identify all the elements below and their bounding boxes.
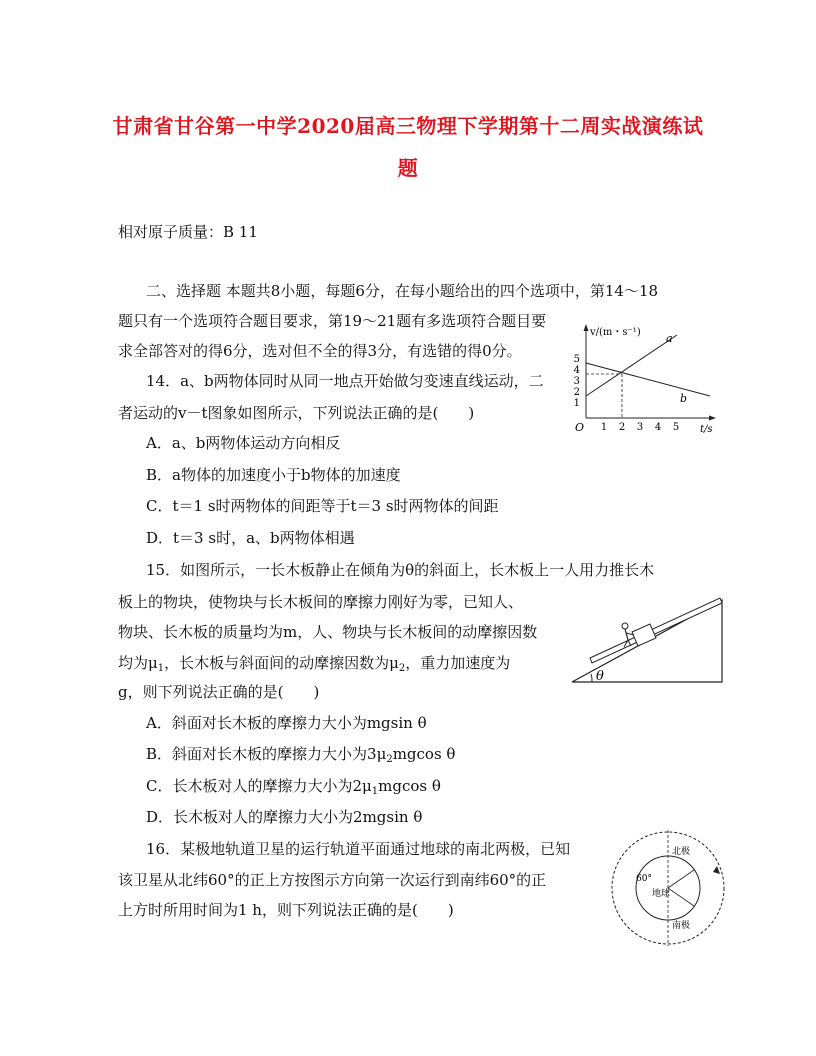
q15-option-b xyxy=(146,744,455,770)
south-pole-label: 南极 xyxy=(672,921,691,931)
q16-orbit-figure xyxy=(606,826,730,950)
graph-y-tick-2: 2 xyxy=(573,387,580,398)
graph-x-tick-5: 5 xyxy=(672,422,680,433)
q15-stem-line2: 板上的物块，使物块与长木板间的摩擦力刚好为零，已知人、 xyxy=(118,593,524,611)
section-instructions-line2: 题只有一个选项符合题目要求，第19～21题有多选项符合题目要 xyxy=(118,312,547,330)
q15-option-c-pre: C．长木板对人的摩擦力大小为2μ xyxy=(146,777,372,795)
q14-option-a: A．a、b两物体运动方向相反 xyxy=(146,434,341,452)
q15-stem-line1: 15．如图所示，一长木板静止在倾角为θ的斜面上，长木板上一人用力推长木 xyxy=(146,561,655,579)
graph-origin-label: O xyxy=(575,421,585,434)
person-body xyxy=(625,629,628,640)
graph-y-arrow xyxy=(584,324,589,331)
graph-line-b-label: b xyxy=(680,392,688,405)
graph-x-tick-4: 4 xyxy=(654,422,662,433)
q15-option-b-subscript: 2 xyxy=(386,754,393,765)
orbit-direction-arrow xyxy=(713,866,720,874)
graph-line-a-label: a xyxy=(666,332,673,345)
q15-incline-figure xyxy=(568,594,728,686)
graph-y-label: v/(m・s⁻¹) xyxy=(590,327,641,338)
graph-y-tick-4: 4 xyxy=(573,365,580,376)
incline-angle-label: θ xyxy=(596,669,604,684)
atomic-mass-note: 相对原子质量：B 11 xyxy=(118,223,258,241)
q15-option-a: A．斜面对长木板的摩擦力大小为mgsin θ xyxy=(146,714,427,732)
q14-vt-graph xyxy=(572,320,722,435)
graph-x-label: t/s xyxy=(700,424,713,435)
graph-line-a xyxy=(586,335,677,396)
long-board xyxy=(590,598,722,663)
section-instructions-line3: 求全部答对的得6分，选对但不全的得3分，有选错的得0分。 xyxy=(118,342,522,360)
q15-stem-line4-part2: ，长木板与斜面间的动摩擦因数为μ xyxy=(164,654,399,672)
q15-stem-line4-part3: ，重力加速度为 xyxy=(405,654,511,672)
q15-option-c-post: mgcos θ xyxy=(378,777,441,795)
person-head xyxy=(622,623,628,629)
q14-option-b: B．a物体的加速度小于b物体的加速度 xyxy=(146,466,401,484)
graph-x-tick-3: 3 xyxy=(636,422,644,433)
q15-stem-line4-part1: 均为μ xyxy=(118,654,158,672)
document-title-line1: 甘肃省甘谷第一中学2020届高三物理下学期第十二周实战演练试 xyxy=(112,114,704,138)
q14-stem-line2: 者运动的v－t图象如图所示，下列说法正确的是( ) xyxy=(118,404,475,422)
q16-stem-line1: 16．某极地轨道卫星的运行轨道平面通过地球的南北两极，已知 xyxy=(146,840,571,858)
graph-x-tick-1: 1 xyxy=(600,422,608,433)
q14-option-d: D．t＝3 s时，a、b两物体相遇 xyxy=(146,529,355,547)
angle-60-label: 60° xyxy=(636,874,652,884)
q15-option-c xyxy=(146,776,441,802)
q15-option-c-subscript: 1 xyxy=(371,786,379,797)
graph-x-tick-2: 2 xyxy=(618,422,626,433)
latitude-line-south xyxy=(668,888,694,906)
q15-stem-line5: g，则下列说法正确的是( ) xyxy=(118,683,320,701)
north-pole-label: 北极 xyxy=(672,847,691,857)
q15-mu2-subscript: 2 xyxy=(398,663,406,674)
earth-label: 地球 xyxy=(652,889,671,899)
q14-option-c: C．t＝1 s时两物体的间距等于t＝3 s时两物体的间距 xyxy=(146,497,499,515)
q15-mu1-subscript: 1 xyxy=(157,663,165,674)
q15-stem-line4 xyxy=(118,653,510,679)
q14-stem-line1: 14．a、b两物体同时从同一地点开始做匀变速直线运动，二 xyxy=(146,372,544,390)
graph-y-tick-3: 3 xyxy=(573,376,580,387)
q15-option-b-pre: B．斜面对长木板的摩擦力大小为3μ xyxy=(146,745,387,763)
graph-line-b xyxy=(586,363,710,396)
latitude-line-north xyxy=(668,870,694,888)
q15-option-d: D．长木板对人的摩擦力大小为2mgsin θ xyxy=(146,808,423,826)
q15-option-b-post: mgcos θ xyxy=(392,745,456,763)
q16-stem-line3: 上方时所用时间为1 h，则下列说法正确的是( ) xyxy=(118,901,454,919)
document-title-line2: 题 xyxy=(397,156,419,180)
graph-y-tick-5: 5 xyxy=(573,354,580,365)
q16-stem-line2: 该卫星从北纬60°的正上方按图示方向第一次运行到南纬60°的正 xyxy=(118,871,547,889)
graph-y-tick-1: 1 xyxy=(573,398,580,409)
angle-arc xyxy=(591,674,592,682)
q15-stem-line3: 物块、长木板的质量均为m，人、物块与长木板间的动摩擦因数 xyxy=(118,623,538,641)
section-instructions-line1: 二、选择题 本题共8小题，每题6分，在每小题给出的四个选项中，第14～18 xyxy=(146,282,659,300)
graph-x-arrow xyxy=(709,416,716,421)
